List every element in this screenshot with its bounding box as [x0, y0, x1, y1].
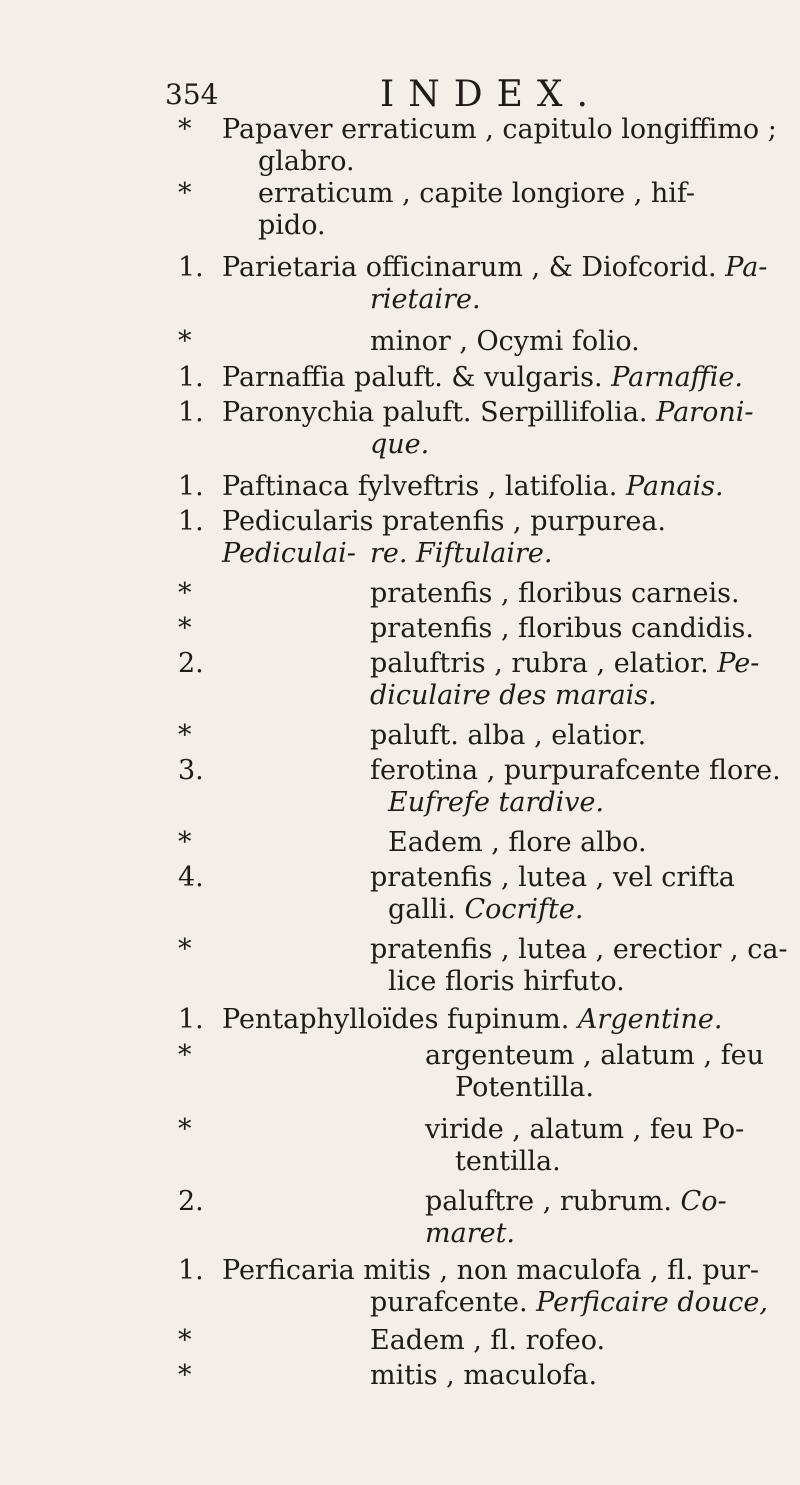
entry-continuation: Eufrefe tardive. [388, 787, 605, 818]
entry-text: pratenfis , lutea , vel crifta [370, 862, 735, 893]
entry-continuation: rietaire. [370, 284, 481, 315]
entry-continuation: re. Fiftulaire. [370, 538, 553, 569]
entry-mark: * [178, 934, 192, 965]
entry-mark: 1. [178, 252, 204, 283]
entry-text: paluftre , rubrum. [425, 1186, 672, 1217]
entry-mark: * [178, 1114, 192, 1145]
entry-text: Parietaria officinarum , & Diofcorid. [222, 252, 717, 283]
entry-french-name: Argentine. [577, 1004, 723, 1035]
entry-mark: 1. [178, 1004, 204, 1035]
entry-mark: 3. [178, 755, 204, 786]
entry-mark: * [178, 326, 192, 357]
entry-mark: 1. [178, 397, 204, 428]
entry-mark: * [178, 1040, 192, 1071]
entry-text: Eadem , fl. rofeo. [370, 1325, 606, 1356]
entry-continuation: tentilla. [455, 1146, 561, 1177]
entry-text: minor , Ocymi folio. [370, 326, 640, 357]
entry-text: erraticum , capite longiore , hif- [258, 178, 696, 209]
entry-french-name: Paroni- [656, 397, 754, 428]
entry-continuation: pido. [258, 210, 326, 241]
entry-mark: * [178, 1325, 192, 1356]
entry-french-name: Co- [680, 1186, 727, 1217]
entry-continuation: glabro. [258, 146, 355, 177]
entry-mark: * [178, 827, 192, 858]
entry-text: Paftinaca fylveftris , latifolia. [222, 471, 618, 502]
entry-text: pratenfis , lutea , erectior , ca- [370, 934, 788, 965]
entry-mark: * [178, 578, 192, 609]
entry-text: Pedicularis pratenfis , purpurea. [222, 506, 667, 537]
entry-mark: 1. [178, 506, 204, 537]
page-number: 354 [165, 78, 219, 111]
entry-french-name: Parnaffie. [611, 362, 743, 393]
entry-continuation: que. [370, 429, 430, 460]
entry-text: pratenfis , floribus carneis. [370, 578, 740, 609]
entry-continuation: purafcente. [370, 1287, 528, 1318]
entry-french-name: Perficaire douce, [536, 1287, 768, 1318]
entry-french-name: Pediculai- [222, 538, 356, 569]
entry-mark: * [178, 178, 192, 209]
page-header [0, 74, 800, 118]
entry-continuation: galli. [388, 894, 456, 925]
entry-text: ferotina , purpurafcente flore. [370, 755, 781, 786]
entry-mark: 1. [178, 1255, 204, 1286]
entry-mark: * [178, 114, 192, 145]
entry-text: argenteum , alatum , feu [425, 1040, 765, 1071]
page-title: INDEX. [380, 74, 602, 115]
entry-mark: 4. [178, 862, 204, 893]
entry-continuation: lice floris hirfuto. [388, 966, 625, 997]
entry-continuation: Potentilla. [455, 1072, 594, 1103]
entry-text: Papaver erraticum , capitulo longiffimo ; [222, 114, 777, 145]
entry-text: Eadem , flore albo. [388, 827, 647, 858]
entry-mark: 1. [178, 471, 204, 502]
entry-text: Paronychia paluft. Serpillifolia. [222, 397, 648, 428]
entry-text: paluft. alba , elatior. [370, 720, 647, 751]
entry-text: paluftris , rubra , elatior. [370, 648, 709, 679]
entry-text: pratenfis , floribus candidis. [370, 613, 754, 644]
entry-mark: 2. [178, 1186, 204, 1217]
entry-french-name: Panais. [625, 471, 724, 502]
entry-mark: * [178, 613, 192, 644]
entry-text: Parnaffia paluft. & vulgaris. [222, 362, 603, 393]
entry-text: viride , alatum , feu Po- [425, 1114, 745, 1145]
entry-continuation: maret. [425, 1218, 516, 1249]
entry-text: mitis , maculofa. [370, 1360, 598, 1391]
entry-mark: * [178, 720, 192, 751]
entry-french-name: Cocrifte. [464, 894, 584, 925]
entry-mark: * [178, 1360, 192, 1391]
entry-continuation: diculaire des marais. [370, 680, 657, 711]
entry-text: Pentaphylloïdes fupinum. [222, 1004, 570, 1035]
entry-french-name: Pe- [717, 648, 760, 679]
entry-mark: 1. [178, 362, 204, 393]
entry-mark: 2. [178, 648, 204, 679]
entry-french-name: Pa- [725, 252, 768, 283]
entry-text: Perficaria mitis , non maculofa , fl. pur- [222, 1255, 760, 1286]
